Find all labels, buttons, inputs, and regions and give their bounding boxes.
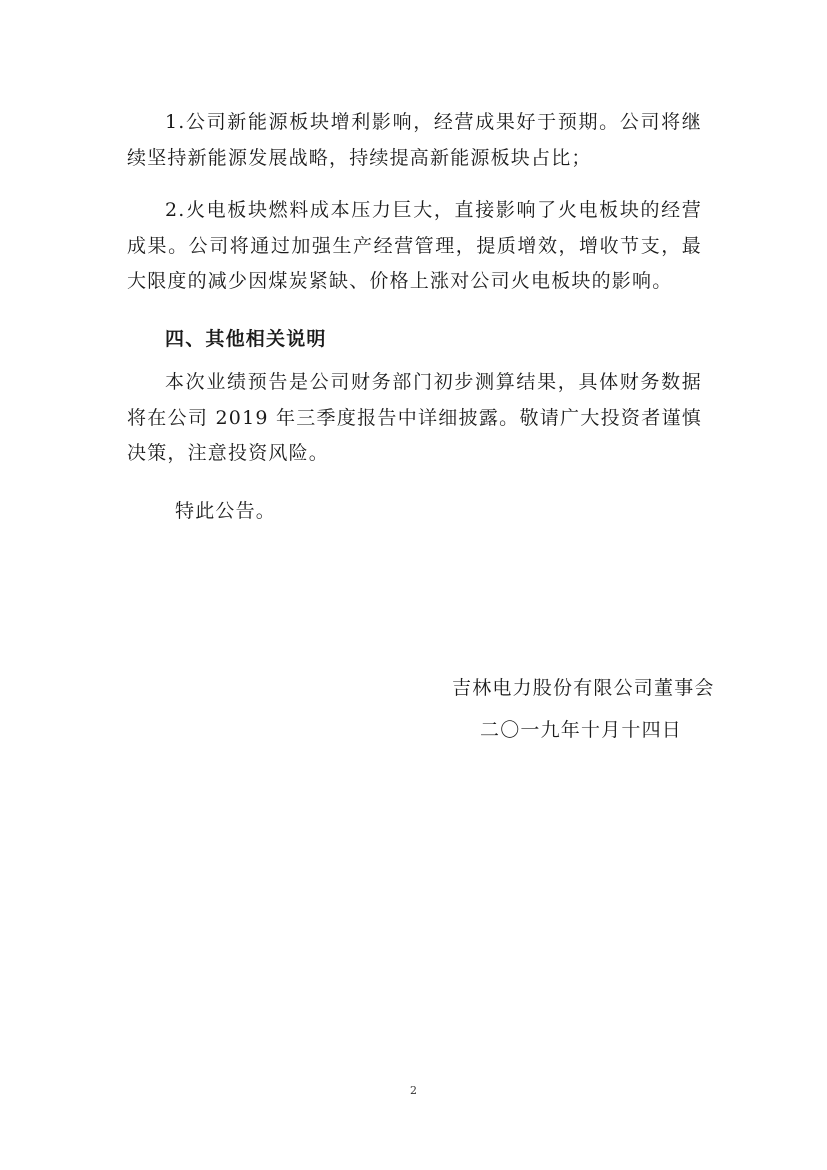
section-heading: 四、其他相关说明 [165,328,327,350]
closing-statement: 特此公告。 [175,500,277,522]
page-number: 2 [410,1084,417,1097]
signature-company: 吉林电力股份有限公司董事会 [452,677,715,699]
paragraph-other-notes: 本次业绩预告是公司财务部门初步测算结果，具体财务数据将在公司 2019 年三季度报告中详细披露。敬请广大投资者谨慎决策，注意投资风险。 [127,371,702,464]
paragraph-new-energy: 1.公司新能源板块增利影响，经营成果好于预期。公司将继续坚持新能源发展战略，持续提高新能源板块占比； [127,111,702,169]
paragraph-thermal-power: 2.火电板块燃料成本压力巨大，直接影响了火电板块的经营成果。公司将通过加强生产经营管理，提质增效，增收节支，最大限度的减少因煤炭紧缺、价格上涨对公司火电板块的影响。 [127,199,702,292]
signature-date: 二〇一九年十月十四日 [480,719,683,741]
